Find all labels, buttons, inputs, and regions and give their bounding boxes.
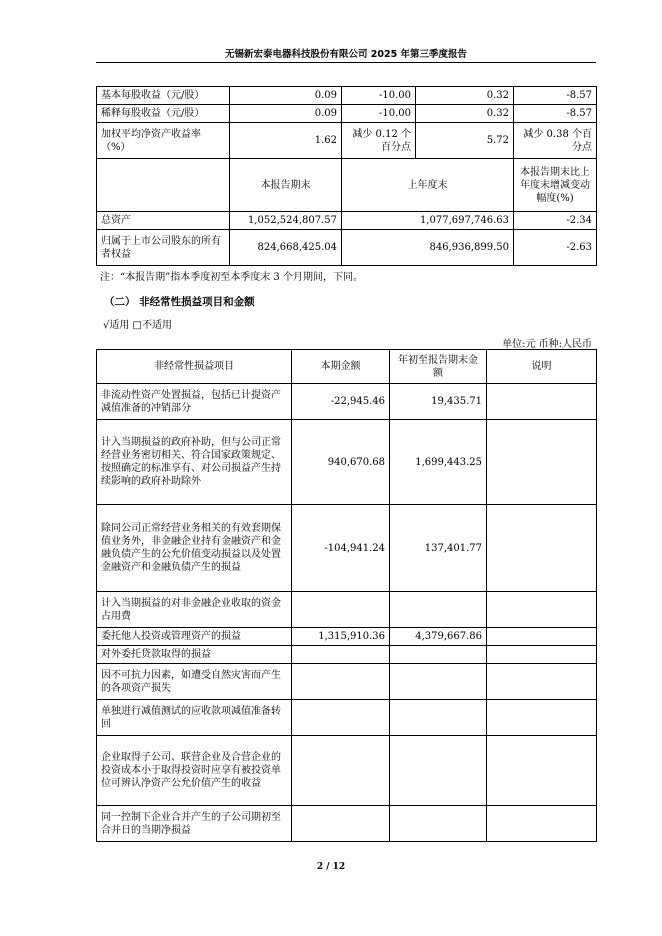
current-amount-cell [292,592,390,628]
column-header: 本报告期末 [230,159,342,212]
ytd-amount-cell: 19,435.71 [390,384,487,420]
cell: 减少 0.38 个百分点 [514,123,597,159]
cell: 减少 0.12 个百分点 [342,123,416,159]
table-row [97,664,597,700]
row-label: 归属于上市公司股东的所有者权益 [97,230,230,266]
row-label: 稀释每股收益（元/股） [97,105,230,123]
current-amount-cell: -22,945.46 [292,384,390,420]
ytd-amount-cell [390,700,487,736]
section-title: （二） 非经常性损益项目和金额 [104,296,255,308]
table-row [97,806,597,842]
item-cell: 计入当期损益的政府补助，但与公司正常经营业务密切相关、符合国家政策规定、按照确定的标准享有、对公司损益产生持续影响的政府补助除外 [97,420,292,505]
table-row [97,384,597,420]
item-cell: 除同公司正常经营业务相关的有效套期保值业务外，非金融企业持有金融资产和金融负债产生的公允价值变动损益以及处置金融资产和金融负债产生的损益 [97,505,292,592]
ytd-amount-cell [390,592,487,628]
row-label: 加权平均净资产收益率（%） [97,123,230,159]
cell: -8.57 [514,87,597,105]
item-cell: 单独进行减值测试的应收款项减值准备转回 [97,700,292,736]
table-row [97,736,597,806]
table-row [97,87,597,105]
currency-unit: 单位:元 币种:人民币 [502,339,592,350]
item-cell: 同一控制下企业合并产生的子公司期初至合并日的当期净损益 [97,806,292,842]
description-cell [487,505,597,592]
ytd-amount-cell: 1,699,443.25 [390,420,487,505]
column-header: 说明 [487,350,597,384]
current-amount-cell: 1,315,910.36 [292,628,390,646]
table-row [97,105,597,123]
ytd-amount-cell [390,664,487,700]
column-header: 上年度末 [342,159,514,212]
page-number: 2 / 12 [316,862,346,872]
current-amount-cell [292,664,390,700]
item-cell: 委托他人投资或管理资产的损益 [97,628,292,646]
ytd-amount-cell [390,646,487,664]
cell: 0.32 [416,87,514,105]
item-cell: 计入当期损益的对非金融企业收取的资金占用费 [97,592,292,628]
cell: -10.00 [342,105,416,123]
table-row [97,420,597,505]
cell: -2.63 [514,230,597,266]
item-cell: 企业取得子公司、联营企业及合营企业的投资成本小于取得投资时应享有被投资单位可辨认净资产公允价值产生的收益 [97,736,292,806]
item-cell: 对外委托贷款取得的损益 [97,646,292,664]
ytd-amount-cell [390,806,487,842]
cell: 0.09 [230,87,342,105]
cell: 5.72 [416,123,514,159]
current-amount-cell [292,806,390,842]
item-cell: 因不可抗力因素，如遭受自然灾害而产生的各项资产损失 [97,664,292,700]
description-cell [487,806,597,842]
ytd-amount-cell [390,736,487,806]
table-note: 注：“本报告期”指本季度初至本季度末 3 个月期间，下同。 [100,272,363,283]
cell: 0.09 [230,105,342,123]
cell: 0.32 [416,105,514,123]
table-subheader [97,159,597,212]
current-amount-cell [292,736,390,806]
table-row [97,592,597,628]
table-row [97,505,597,592]
description-cell [487,700,597,736]
table-row [97,628,597,646]
empty-cell [97,159,230,212]
row-label: 基本每股收益（元/股） [97,87,230,105]
table-row [97,646,597,664]
column-header: 非经常性损益项目 [97,350,292,384]
page-header: 无锡新宏泰电器科技股份有限公司 2025 年第三季度报告 [224,49,468,60]
column-header: 年初至报告期末金额 [390,350,487,384]
description-cell [487,646,597,664]
cell: -10.00 [342,87,416,105]
table-header-row [97,350,597,384]
column-header: 本报告期末比上年度末增减变动幅度(%) [514,159,597,212]
cell: -8.57 [514,105,597,123]
description-cell [487,592,597,628]
financial-indicators-table [96,86,597,266]
table-row [97,230,597,266]
description-cell [487,628,597,646]
cell: 1.62 [230,123,342,159]
ytd-amount-cell: 4,379,667.86 [390,628,487,646]
description-cell [487,384,597,420]
cell: 846,936,899.50 [342,230,514,266]
current-amount-cell: 940,670.68 [292,420,390,505]
applicability-checkbox: √适用 □不适用 [103,320,172,331]
cell: 1,052,524,807.57 [230,212,342,230]
current-amount-cell [292,646,390,664]
cell: 824,668,425.04 [230,230,342,266]
non-recurring-items-table [96,349,597,842]
description-cell [487,664,597,700]
cell: 1,077,697,746.63 [342,212,514,230]
current-amount-cell: -104,941.24 [292,505,390,592]
description-cell [487,420,597,505]
description-cell [487,736,597,806]
table-row [97,700,597,736]
item-cell: 非流动性资产处置损益，包括已计提资产减值准备的冲销部分 [97,384,292,420]
table-row [97,123,597,159]
cell: -2.34 [514,212,597,230]
row-label: 总资产 [97,212,230,230]
column-header: 本期金额 [292,350,390,384]
table-row [97,212,597,230]
header-divider [96,62,596,63]
current-amount-cell [292,700,390,736]
ytd-amount-cell: 137,401.77 [390,505,487,592]
